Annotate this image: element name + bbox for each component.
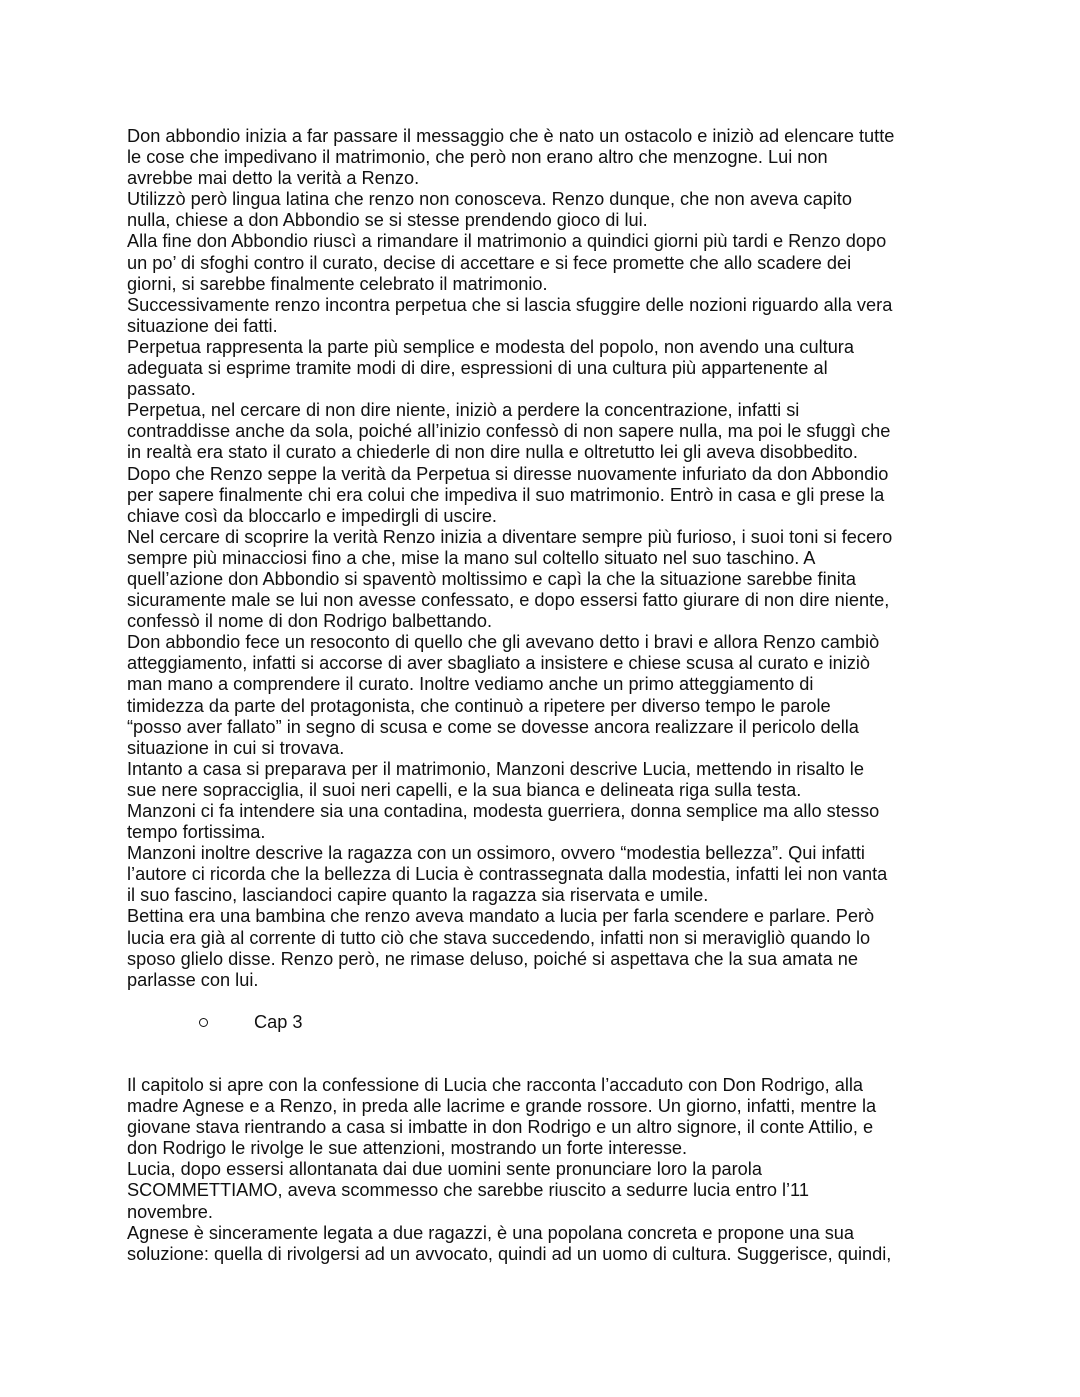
text-line: nulla, chiese a don Abbondio se si stesse prendendo gioco di lui. bbox=[127, 210, 648, 231]
text-line: passato. bbox=[127, 379, 196, 400]
text-line: man mano a comprendere il curato. Inoltre vediamo anche un primo atteggiamento di bbox=[127, 674, 814, 695]
text-line: situazione dei fatti. bbox=[127, 315, 278, 336]
text-line: Manzoni inoltre descrive la ragazza con un ossimoro, ovvero “modestia bellezza”. Qui infatti bbox=[127, 843, 865, 864]
text-line: avrebbe mai detto la verità a Renzo. bbox=[127, 168, 420, 189]
text-line: Perpetua rappresenta la parte più semplice e modesta del popolo, non avendo una cultura bbox=[127, 336, 854, 357]
text-line: Dopo che Renzo seppe la verità da Perpetua si diresse nuovamente infuriato da don Abbondio bbox=[127, 463, 889, 484]
text-line: un po’ di sfoghi contro il curato, decise di accettare e si fece promette che allo scadere dei bbox=[127, 252, 852, 273]
text-line: giorni, si sarebbe finalmente celebrato il matrimonio. bbox=[127, 273, 548, 294]
text-line: timidezza da parte del protagonista, che continuò a ripetere per diverso tempo le parole bbox=[127, 695, 831, 716]
text-line: sue nere sopracciglia, il suoi neri capelli, e la sua bianca e delineata riga sulla testa. bbox=[127, 779, 802, 800]
text-line: Don abbondio fece un resoconto di quello che gli avevano detto i bravi e allora Renzo cambiò bbox=[127, 632, 880, 653]
text-line: parlasse con lui. bbox=[127, 969, 259, 990]
chapter-heading bbox=[127, 1012, 957, 1033]
text-line: lucia era già al corrente di tutto ciò che stava succedendo, infatti non si meravigliò quando lo bbox=[127, 927, 871, 948]
paragraph-block-cap3 bbox=[127, 1075, 957, 1265]
text-line: soluzione: quella di rivolgersi ad un avvocato, quindi ad un uomo di cultura. Suggerisce, quindi, bbox=[127, 1243, 892, 1264]
text-line: atteggiamento, infatti si accorse di aver sbagliato a insistere e chiese scusa al curato e iniziò bbox=[127, 653, 871, 674]
text-line: madre Agnese e a Renzo, in preda alle lacrime e grande rossore. Un giorno, infatti, mentre la bbox=[127, 1096, 877, 1117]
text-line: sicuramente male se lui non avesse confessato, e dopo essersi fatto giurare di non dire niente, bbox=[127, 590, 890, 611]
text-line: Intanto a casa si preparava per il matrimonio, Manzoni descrive Lucia, mettendo in risalto le bbox=[127, 758, 864, 779]
text-line: Bettina era una bambina che renzo aveva mandato a lucia per farla scendere e parlare. Però bbox=[127, 906, 875, 927]
text-line: “posso aver fallato” in segno di scusa e come se dovesse ancora realizzare il pericolo della bbox=[127, 716, 859, 737]
document-page bbox=[127, 126, 957, 1265]
text-line: Agnese è sinceramente legata a due ragazzi, è una popolana concreta e propone una sua bbox=[127, 1222, 855, 1243]
text-line: Don abbondio inizia a far passare il messaggio che è nato un ostacolo e iniziò ad elencare tutte bbox=[127, 126, 895, 146]
paragraph-block-cap2 bbox=[127, 126, 957, 991]
text-line: tempo fortissima. bbox=[127, 822, 266, 843]
text-line: sempre più minacciosi fino a che, mise la mano sul coltello situato nel suo taschino. A bbox=[127, 547, 816, 568]
text-line: situazione in cui si trovava. bbox=[127, 737, 345, 758]
text-line: Successivamente renzo incontra perpetua che si lascia sfuggire delle nozioni riguardo alla vera bbox=[127, 294, 893, 315]
text-line: Il capitolo si apre con la confessione di Lucia che racconta l’accaduto con Don Rodrigo, alla bbox=[127, 1074, 864, 1095]
text-line: giovane stava rientrando a casa si imbatte in don Rodrigo e un altro signore, il conte Attilio, e bbox=[127, 1117, 874, 1138]
text-line: Nel cercare di scoprire la verità Renzo inizia a diventare sempre più furioso, i suoi toni si fecero bbox=[127, 526, 893, 547]
text-line: in realtà era stato il curato a chiederle di non dire nulla e oltretutto lei gli aveva disobbedito. bbox=[127, 442, 858, 463]
text-line: don Rodrigo le rivolge le sue attenzioni, mostrando un forte interesse. bbox=[127, 1138, 688, 1159]
text-line: Utilizzò però lingua latina che renzo non conosceva. Renzo dunque, che non aveva capito bbox=[127, 189, 852, 210]
text-line: Lucia, dopo essersi allontanata dai due uomini sente pronunciare loro la parola bbox=[127, 1159, 762, 1180]
text-line: confessò il nome di don Rodrigo balbettando. bbox=[127, 611, 493, 632]
text-line: Perpetua, nel cercare di non dire niente, iniziò a perdere la concentrazione, infatti si bbox=[127, 400, 800, 421]
text-line: il suo fascino, lasciandoci capire quanto la ragazza sia riservata e umile. bbox=[127, 885, 709, 906]
chapter-heading-label: Cap 3 bbox=[254, 1011, 303, 1032]
text-line: novembre. bbox=[127, 1201, 213, 1222]
text-line: Manzoni ci fa intendere sia una contadina, modesta guerriera, donna semplice ma allo stesso bbox=[127, 801, 880, 821]
text-line: quell’azione don Abbondio si spaventò moltissimo e capì la che la situazione sarebbe finita bbox=[127, 568, 856, 589]
text-line: SCOMMETTIAMO, aveva scommesso che sarebbe riuscito a sedurre lucia entro l’11 bbox=[127, 1180, 809, 1201]
text-line: adeguata si esprime tramite modi di dire, espressioni di una cultura più appartenente al bbox=[127, 358, 828, 379]
text-line: l’autore ci ricorda che la bellezza di Lucia è contrassegnata dalla modestia, infatti lei non vanta bbox=[127, 864, 888, 885]
text-line: Alla fine don Abbondio riuscì a rimandare il matrimonio a quindici giorni più tardi e Renzo dopo bbox=[127, 231, 887, 252]
bullet-circle-icon bbox=[199, 1018, 208, 1027]
text-line: chiave così da bloccarlo e impedirgli di uscire. bbox=[127, 505, 497, 526]
text-line: per sapere finalmente chi era colui che impediva il suo matrimonio. Entrò in casa e gli prese la bbox=[127, 484, 885, 505]
text-line: le cose che impedivano il matrimonio, che però non erano altro che menzogne. Lui non bbox=[127, 147, 828, 168]
text-line: contraddisse anche da sola, poiché all’inizio confessò di non sapere nulla, ma poi le sfuggì che bbox=[127, 421, 891, 442]
text-line: sposo glielo disse. Renzo però, ne rimase deluso, poiché si aspettava che la sua amata ne bbox=[127, 948, 858, 969]
